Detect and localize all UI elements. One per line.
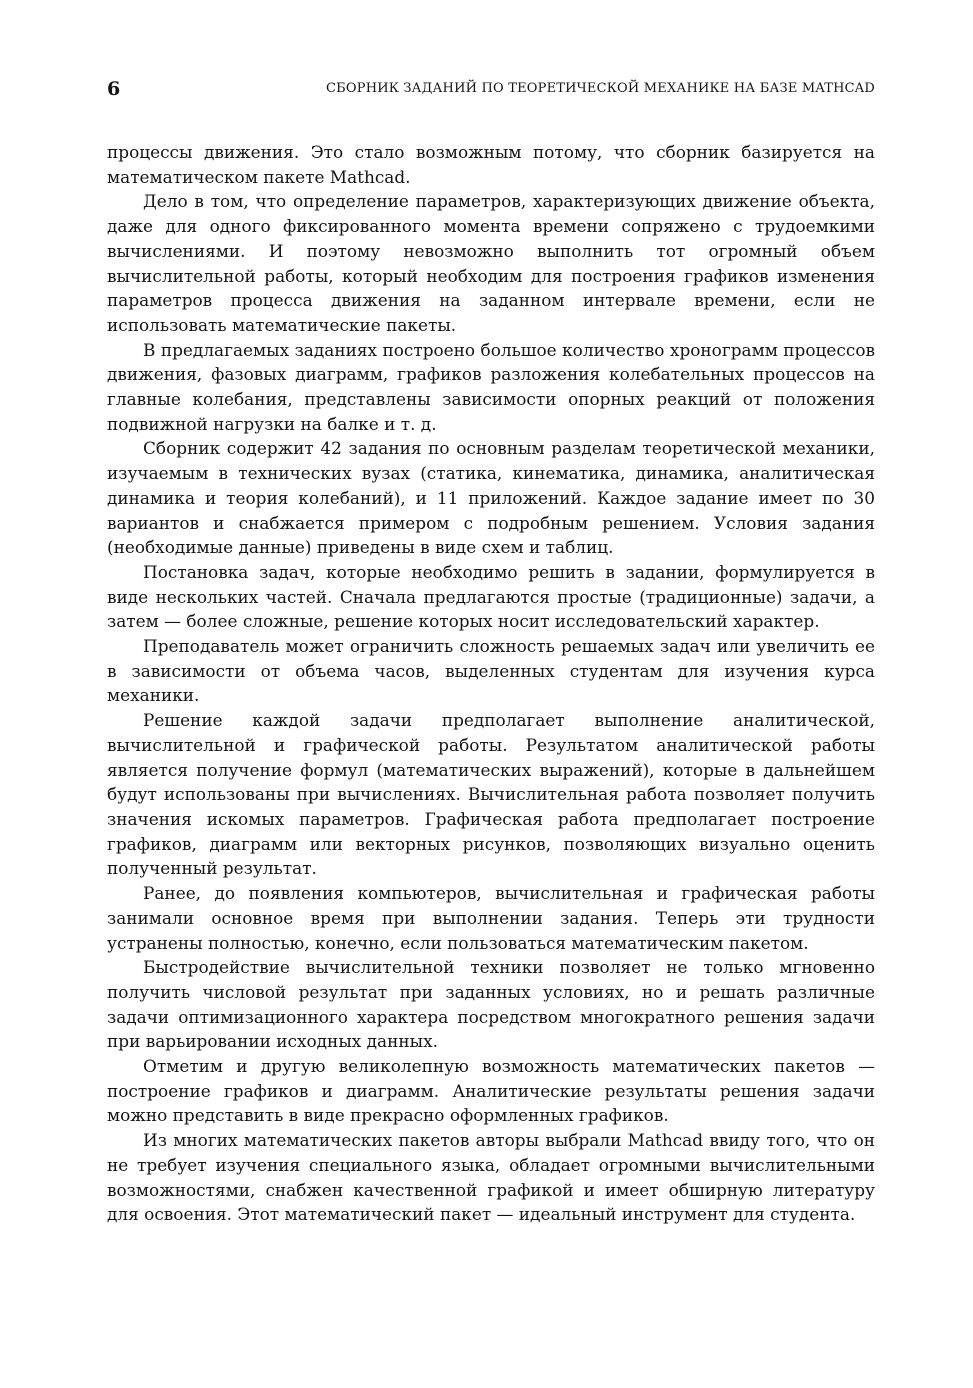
page-number: 6	[107, 78, 121, 100]
paragraph: Дело в том, что определение параметров, характеризующих движение объекта, даже для одного фиксированного момента времени сопряжено с трудоемкими вычислениями. И поэтому невозможно выполнить тот огромный объем вычислительной работы, который необходим для построения графиков изменения параметров процесса движения на заданном интервале времени, если не использовать математические пакеты.	[107, 191, 875, 335]
paragraph: В предлагаемых заданиях построено большое количество хронограмм процессов движения, фазовых диаграмм, графиков разложения колебательных процессов на главные колебания, представлены зависимости опорных реакций от положения подвижной нагрузки на балке и т. д.	[107, 339, 875, 434]
paragraph: Быстродействие вычислительной техники позволяет не только мгновенно получить числовой результат при заданных условиях, но и решать различные задачи оптимизационного характера посредством многократного решения задачи при варьировании исходных данных.	[107, 957, 875, 1052]
page-header	[107, 78, 875, 104]
paragraph: Сборник содержит 42 задания по основным разделам теоретической механики, изучаемым в технических вузах (статика, кинематика, динамика, аналитическая динамика и теория колебаний), и 11 приложений. Каждое задание имеет по 30 вариантов и снабжается примером с подробным решением. Условия задания (необходимые данные) приведены в виде схем и таблиц.	[107, 438, 875, 558]
paragraph: Отметим и другую великолепную возможность математических пакетов — построение графиков и диаграмм. Аналитические результаты решения задачи можно представить в виде прекрасно оформленных графиков.	[107, 1056, 875, 1126]
paragraph: Преподаватель может ограничить сложность решаемых задач или увеличить ее в зависимости от объема часов, выделенных студентам для изучения курса механики.	[107, 636, 875, 706]
paragraph: Ранее, до появления компьютеров, вычислительная и графическая работы занимали основное время при выполнении задания. Теперь эти трудности устранены полностью, конечно, если пользоваться математическим пакетом.	[107, 883, 875, 953]
body-text	[107, 140, 875, 1227]
paragraph: Постановка задач, которые необходимо решить в задании, формулируется в виде нескольких частей. Сначала предлагаются простые (традиционные) задачи, а затем — более сложные, решение которых носит исследовательский характер.	[107, 561, 875, 632]
paragraph: Из многих математических пакетов авторы выбрали Mathcad ввиду того, что он не требует изучения специального языка, обладает огромными вычислительными возможностями, снабжен качественной графикой и имеет обширную литературу для освоения. Этот математический пакет — идеальный инструмент для студента.	[107, 1130, 875, 1225]
running-title: СБОРНИК ЗАДАНИЙ ПО ТЕОРЕТИЧЕСКОЙ МЕХАНИКЕ НА БАЗЕ MATHCAD	[326, 81, 875, 96]
paragraph-continued: процессы движения. Это стало возможным потому, что сборник базируется на математическом пакете Mathcad.	[107, 142, 875, 187]
paragraph: Решение каждой задачи предполагает выполнение аналитической, вычислительной и графической работы. Результатом аналитической работы является получение формул (математических выражений), которые в дальнейшем будут использованы при вычислениях. Вычислительная работа позволяет получить значения искомых параметров. Графическая работа предполагает построение графиков, диаграмм или векторных рисунков, позволяющих визуально оценить полученный результат.	[107, 710, 875, 879]
